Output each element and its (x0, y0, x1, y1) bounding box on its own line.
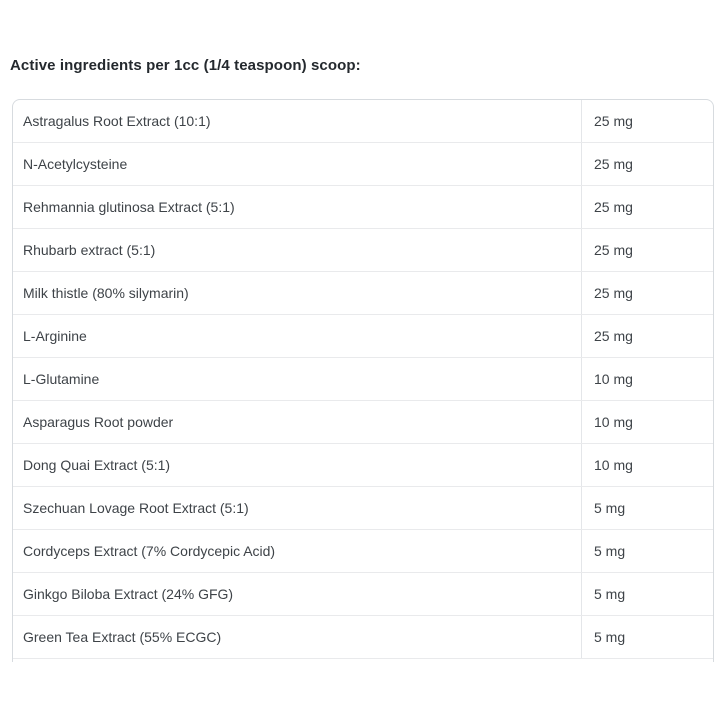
amount-cell: 25 mg (581, 186, 713, 228)
table-row (13, 444, 713, 487)
amount-cell: 25 mg (581, 143, 713, 185)
ingredient-cell: Dong Quai Extract (5:1) (23, 457, 171, 473)
amount-cell: 25 mg (581, 272, 713, 314)
ingredient-cell: Rehmannia glutinosa Extract (5:1) (23, 199, 235, 215)
table-row (13, 315, 713, 358)
table-row (13, 487, 713, 530)
amount-cell: 10 mg (581, 444, 713, 486)
amount-cell: 5 mg (581, 530, 713, 572)
active-ingredients-heading: Active ingredients per 1cc (1/4 teaspoon) scoop: (10, 57, 361, 74)
amount-cell: 25 mg (581, 229, 713, 271)
ingredient-cell: L-Glutamine (23, 371, 100, 387)
amount-cell: 10 mg (581, 401, 713, 443)
ingredient-cell: Milk thistle (80% silymarin) (23, 285, 189, 301)
amount-cell: 25 mg (581, 100, 713, 142)
table-row (13, 229, 713, 272)
amount-cell: 5 mg (581, 487, 713, 529)
table-row (13, 272, 713, 315)
ingredient-cell: Astragalus Root Extract (10:1) (23, 113, 211, 129)
table-row (13, 573, 713, 616)
table-row (13, 616, 713, 659)
ingredient-cell: L-Arginine (23, 328, 87, 344)
ingredient-cell: Ginkgo Biloba Extract (24% GFG) (23, 586, 234, 602)
ingredient-cell: N-Acetylcysteine (23, 156, 128, 172)
table-row (13, 100, 713, 143)
amount-cell: 10 mg (581, 358, 713, 400)
table-row (13, 358, 713, 401)
ingredient-cell: Szechuan Lovage Root Extract (5:1) (23, 500, 249, 516)
table-row (13, 530, 713, 573)
table-row (13, 186, 713, 229)
amount-cell: 5 mg (581, 616, 713, 658)
amount-cell: 25 mg (581, 315, 713, 357)
ingredient-cell: Asparagus Root powder (23, 414, 174, 430)
ingredient-cell: Green Tea Extract (55% ECGC) (23, 629, 222, 645)
table-row (13, 401, 713, 444)
ingredient-cell: Rhubarb extract (5:1) (23, 242, 156, 258)
table-row (13, 143, 713, 186)
ingredients-table (12, 99, 714, 662)
ingredient-cell: Cordyceps Extract (7% Cordycepic Acid) (23, 543, 276, 559)
amount-cell: 5 mg (581, 573, 713, 615)
